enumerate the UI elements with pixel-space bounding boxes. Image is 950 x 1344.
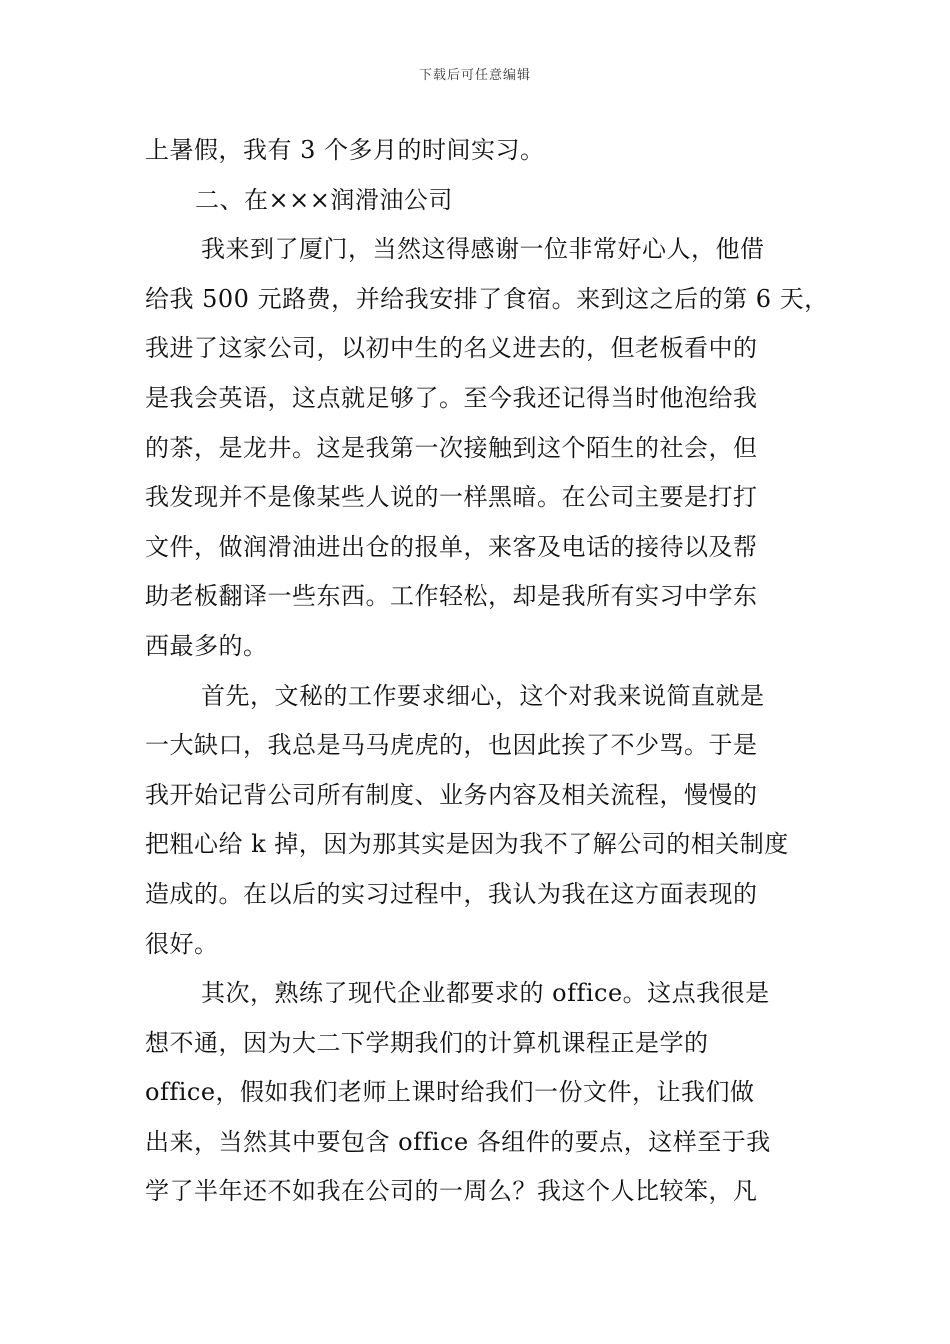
text-line: 上暑假，我有 3 个多月的时间实习。: [145, 136, 545, 164]
text-line: 想不通，因为大二下学期我们的计算机课程正是学的: [145, 1028, 709, 1057]
text-line: 学了半年还不如我在公司的一周么？我这个人比较笨，凡: [145, 1177, 758, 1206]
page-header-note: 下载后可任意编辑: [418, 68, 531, 83]
text-line: 给我 500 元路费，并给我安排了食宿。来到这之后的第 6 天，: [145, 284, 829, 313]
text-line: 西最多的。: [145, 631, 268, 660]
paragraph-start-line: 其次，熟练了现代企业都要求的 office。这点我很是: [201, 979, 770, 1008]
document-body: [145, 126, 829, 1217]
text-line: office，假如我们老师上课时给我们一份文件，让我们做: [145, 1078, 755, 1107]
text-line: 造成的。在以后的实习过程中，我认为我在这方面表现的: [145, 879, 758, 908]
text-line: 文件，做润滑油进出仓的报单，来客及电话的接待以及帮: [145, 532, 758, 561]
text-line: 我发现并不是像某些人说的一样黑暗。在公司主要是打打: [145, 483, 758, 512]
section-heading: 二、在×××润滑油公司: [195, 185, 453, 214]
paragraph-start-line: 首先，文秘的工作要求细心，这个对我来说简直就是: [201, 681, 765, 710]
text-line: 助老板翻译一些东西。工作轻松，却是我所有实习中学东: [145, 582, 758, 611]
text-line: 我进了这家公司，以初中生的名义进去的，但老板看中的: [145, 334, 758, 363]
paragraph-start-line: 我来到了厦门，当然这得感谢一位非常好心人，他借: [201, 235, 765, 264]
text-line: 是我会英语，这点就足够了。至今我还记得当时他泡给我: [145, 383, 758, 412]
text-line: 很好。: [145, 929, 219, 958]
text-line: 一大缺口，我总是马马虎虎的，也因此挨了不少骂。于是: [145, 731, 758, 760]
text-line: 出来，当然其中要包含 office 各组件的要点，这样至于我: [145, 1127, 771, 1156]
text-line: 我开始记背公司所有制度、业务内容及相关流程，慢慢的: [145, 780, 758, 809]
text-line: 把粗心给 k 掉，因为那其实是因为我不了解公司的相关制度: [145, 830, 789, 859]
text-line: 的茶，是龙井。这是我第一次接触到这个陌生的社会，但: [145, 433, 758, 462]
